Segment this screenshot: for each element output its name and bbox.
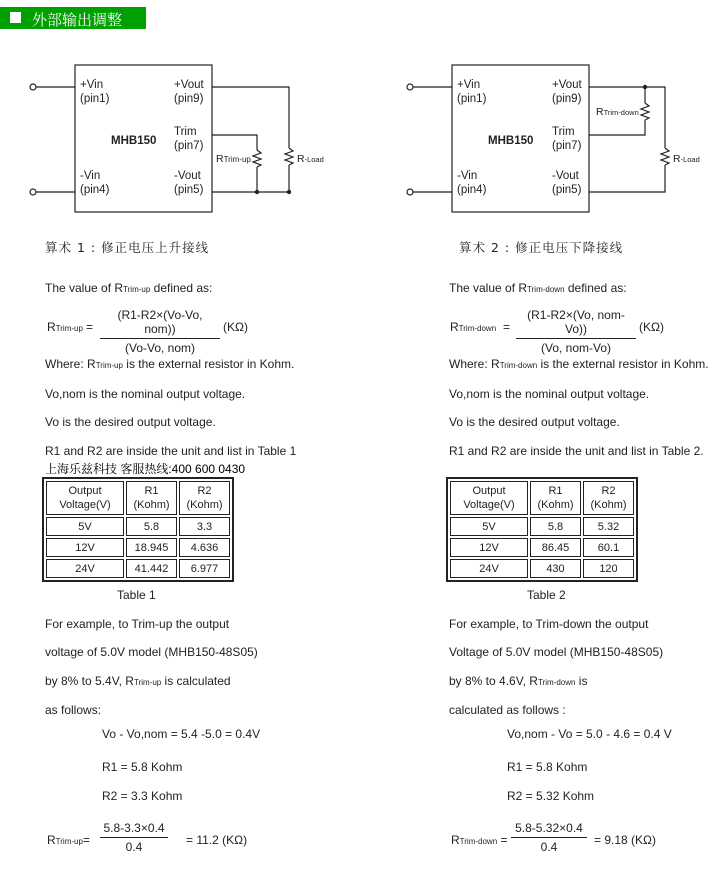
vin-pos-terminal (30, 84, 36, 90)
table-cell: 5V (450, 517, 528, 536)
table-cell: 430 (530, 559, 581, 578)
formula-fraction (516, 308, 636, 355)
example-line-1: For example, to Trim-down the output (449, 617, 649, 631)
table-cell: 3.3 (179, 517, 230, 536)
table-cell: 5.8 (530, 517, 581, 536)
svg-text:-Vout: -Vout (174, 170, 201, 182)
result-value: = 9.18 (KΩ) (594, 833, 656, 847)
table-cell: 5.8 (126, 517, 177, 536)
where-text: Where: RTrim-down is the external resistor in Kohm. (449, 357, 709, 371)
header-cell: Output Voltage(V) (46, 481, 124, 515)
table-cell: 12V (46, 538, 124, 557)
calc-line-3: R2 = 3.3 Kohm (102, 789, 183, 803)
result-lhs: RTrim-down = (451, 833, 508, 847)
svg-text:+Vin: +Vin (457, 79, 481, 91)
svg-text:+Vout: +Vout (552, 79, 582, 91)
svg-text:(pin4): (pin4) (80, 184, 110, 196)
trim-down-circuit-diagram (400, 55, 712, 225)
svg-text:(pin9): (pin9) (552, 93, 582, 105)
trim-up-circuit-diagram (0, 55, 340, 225)
table-cell: 6.977 (179, 559, 230, 578)
svg-text:+Vin: +Vin (80, 79, 104, 91)
svg-text:-Vout: -Vout (552, 170, 579, 182)
algorithm-title: 算术 2 : 修正电压下降接线 (459, 240, 624, 255)
table-caption: Table 2 (527, 588, 566, 602)
table-header-row (46, 481, 230, 515)
table-cell: 120 (583, 559, 634, 578)
vin-pos-terminal (407, 84, 413, 90)
result-numerator: 5.8-3.3×0.4 (100, 821, 168, 838)
svg-text:(pin5): (pin5) (174, 184, 204, 196)
calc-line-1: Vo,nom - Vo = 5.0 - 4.6 = 0.4 V (507, 727, 672, 741)
example-line-1: For example, to Trim-up the output (45, 617, 230, 631)
square-icon (10, 12, 21, 23)
table-cell: 24V (46, 559, 124, 578)
header-cell: R1 (Kohm) (126, 481, 177, 515)
calc-line-2: R1 = 5.8 Kohm (507, 760, 588, 774)
table-cell: 12V (450, 538, 528, 557)
table-cell: 4.636 (179, 538, 230, 557)
r-trim-up-resistor (253, 150, 261, 167)
calc-line-3: R2 = 5.32 Kohm (507, 789, 595, 803)
algorithm-title: 算术 1 : 修正电压上升接线 (45, 240, 210, 255)
example-line-3: by 8% to 5.4V, RTrim-up is calculated (45, 674, 231, 688)
formula-lhs: RTrim-up (47, 320, 83, 334)
example-line-2: voltage of 5.0V model (MHB150-48S05) (45, 645, 258, 659)
table-cell: 60.1 (583, 538, 634, 557)
calc-line-2: R1 = 5.8 Kohm (102, 760, 183, 774)
example-line-4: calculated as follows : (449, 703, 566, 717)
table-cell: 18.945 (126, 538, 177, 557)
formula-numerator: (R1-R2×(Vo, nom-Vo)) (516, 308, 636, 339)
table-cell: 24V (450, 559, 528, 578)
header-cell: R2 (Kohm) (583, 481, 634, 515)
header-cell: R2 (Kohm) (179, 481, 230, 515)
result-fraction (511, 821, 587, 854)
table-row (46, 559, 230, 578)
svg-text:(pin1): (pin1) (80, 93, 110, 105)
table-row (46, 538, 230, 557)
formula-fraction (100, 308, 220, 355)
header-cell: Output Voltage(V) (450, 481, 528, 515)
vo-nom-text: Vo,nom is the nominal output voltage. (45, 387, 246, 401)
definition-text: The value of RTrim-down defined as: (449, 281, 627, 295)
r-load-resistor (285, 148, 293, 165)
section-header (0, 7, 146, 29)
svg-text:+Vout: +Vout (174, 79, 204, 91)
example-line-4: as follows: (45, 703, 102, 717)
svg-text:Trim: Trim (174, 126, 197, 138)
r1r2-text: R1 and R2 are inside the unit and list in Table 1 (45, 444, 297, 458)
table-row (450, 559, 634, 578)
svg-text:(pin7): (pin7) (174, 140, 204, 152)
svg-text:MHB150: MHB150 (488, 135, 534, 147)
svg-text:(pin1): (pin1) (457, 93, 487, 105)
calc-line-1: Vo - Vo,nom = 5.4 -5.0 = 0.4V (102, 727, 261, 741)
table-row (450, 538, 634, 557)
where-text: Where: RTrim-up is the external resistor in Kohm. (45, 357, 295, 371)
example-line-3: by 8% to 4.6V, RTrim-down is (449, 674, 588, 688)
svg-text:(pin9): (pin9) (174, 93, 204, 105)
result-fraction (100, 821, 168, 854)
svg-text:-Vin: -Vin (457, 170, 478, 182)
header-cell: R1 (Kohm) (530, 481, 581, 515)
vo-nom-text: Vo,nom is the nominal output voltage. (449, 387, 650, 401)
svg-text:(pin5): (pin5) (552, 184, 582, 196)
svg-text:(pin4): (pin4) (457, 184, 487, 196)
contact-text: 上海乐兹科技 客服热线:400 600 0430 (45, 462, 246, 476)
table-caption: Table 1 (117, 588, 156, 602)
result-numerator: 5.8-5.32×0.4 (511, 821, 587, 838)
table-row (450, 517, 634, 536)
table-row (46, 517, 230, 536)
r1r2-text: R1 and R2 are inside the unit and list in Table 2. (449, 444, 704, 458)
table-header-row (450, 481, 634, 515)
formula-denominator: (Vo-Vo, nom) (124, 341, 196, 355)
svg-text:RTrim-up: RTrim-up (216, 153, 251, 165)
result-denominator: 0.4 (125, 840, 143, 854)
svg-text:MHB150: MHB150 (111, 135, 157, 147)
vin-neg-terminal (30, 189, 36, 195)
result-lhs: RTrim-up= (47, 833, 90, 847)
definition-text: The value of RTrim-up defined as: (45, 281, 213, 295)
table-cell: 41.442 (126, 559, 177, 578)
svg-text:-Vin: -Vin (80, 170, 101, 182)
formula-equals: = (86, 320, 94, 334)
formula-unit: (KΩ) (639, 320, 664, 334)
section-title: 外部输出调整 (32, 11, 123, 29)
svg-text:RTrim-down: RTrim-down (596, 106, 639, 118)
result-denominator: 0.4 (540, 840, 558, 854)
svg-text:R-Load: R-Load (297, 153, 324, 165)
vo-text: Vo is the desired output voltage. (45, 415, 216, 429)
result-value: = 11.2 (KΩ) (186, 833, 248, 847)
example-line-2: Voltage of 5.0V model (MHB150-48S05) (449, 645, 664, 659)
table-cell: 86.45 (530, 538, 581, 557)
formula-denominator: (Vo, nom-Vo) (540, 341, 612, 355)
r-load-resistor (661, 148, 669, 165)
vin-neg-terminal (407, 189, 413, 195)
svg-text:(pin7): (pin7) (552, 140, 582, 152)
r-trim-down-resistor (641, 103, 649, 120)
svg-text:Trim: Trim (552, 126, 575, 138)
svg-text:R-Load: R-Load (673, 153, 700, 165)
formula-lhs: RTrim-down (450, 320, 497, 334)
formula-unit: (KΩ) (223, 320, 248, 334)
table-1 (42, 477, 234, 582)
vo-text: Vo is the desired output voltage. (449, 415, 620, 429)
formula-equals: = (503, 320, 511, 334)
formula-numerator: (R1-R2×(Vo-Vo, nom)) (100, 308, 220, 339)
table-2 (446, 477, 638, 582)
table-cell: 5V (46, 517, 124, 536)
table-cell: 5.32 (583, 517, 634, 536)
